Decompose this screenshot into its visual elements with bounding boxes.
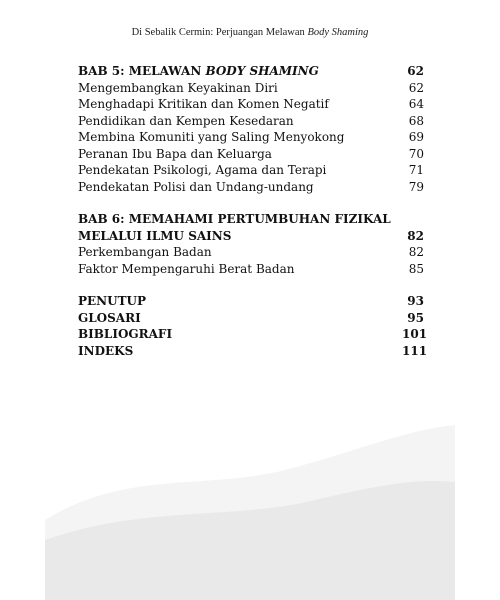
toc-entry-label: Peranan Ibu Bapa dan Keluarga xyxy=(78,146,272,161)
chapter-6-title-line-1: BAB 6: MEMAHAMI PERTUMBUHAN FIZIKAL xyxy=(78,212,391,226)
toc-entry[interactable] xyxy=(78,261,424,278)
back-matter-label: GLOSARI xyxy=(78,310,141,325)
toc-entry-page: 68 xyxy=(408,113,424,128)
toc-entry[interactable] xyxy=(78,244,424,261)
chapter-5-page: 62 xyxy=(407,64,424,78)
toc-entry[interactable] xyxy=(78,129,424,146)
toc-entry-page: 82 xyxy=(408,245,424,259)
chapter-6-title-line-2-row xyxy=(78,228,424,245)
back-matter-page: 93 xyxy=(407,294,424,308)
toc-entry-page: 62 xyxy=(408,80,424,95)
back-matter-label: INDEKS xyxy=(78,343,134,358)
chapter-6-title-line-2: MELALUI ILMU SAINS xyxy=(78,228,232,243)
back-matter-entry-indeks[interactable] xyxy=(78,343,428,360)
toc-entry-label: Mengembangkan Keyakinan Diri xyxy=(78,80,278,95)
toc-entry-page: 79 xyxy=(408,179,424,194)
section-spacer xyxy=(78,277,424,293)
back-matter-entry-penutup[interactable] xyxy=(78,293,424,310)
chapter-5-title: BAB 5: MELAWAN BODY SHAMING xyxy=(78,64,319,78)
toc-entry-label: Menghadapi Kritikan dan Komen Negatif xyxy=(78,97,329,111)
toc-entry-page: 85 xyxy=(408,261,424,276)
back-matter-page: 101 xyxy=(402,327,428,341)
toc-entry-label: Membina Komuniti yang Saling Menyokong xyxy=(78,130,345,144)
section-spacer xyxy=(78,195,424,211)
back-matter-label: PENUTUP xyxy=(78,294,147,308)
toc-entry-label: Pendidikan dan Kempen Kesedaran xyxy=(78,113,294,128)
toc-entry-page: 64 xyxy=(408,97,424,111)
toc-entry-page: 69 xyxy=(408,130,424,144)
toc-entry[interactable] xyxy=(78,96,424,113)
toc-entry[interactable] xyxy=(78,162,424,179)
back-matter-entry-glosari[interactable] xyxy=(78,310,424,327)
back-matter-label: BIBLIOGRAFI xyxy=(78,327,173,341)
chapter-6-heading[interactable] xyxy=(78,211,424,244)
toc-entry-label: Faktor Mempengaruhi Berat Badan xyxy=(78,261,295,276)
toc-entry[interactable] xyxy=(78,179,424,196)
toc-entry-label: Pendekatan Psikologi, Agama dan Terapi xyxy=(78,163,327,177)
back-matter-page: 95 xyxy=(407,310,424,325)
back-matter-entry-bibliografi[interactable] xyxy=(78,326,428,343)
chapter-5-heading[interactable] xyxy=(78,63,424,80)
toc-entry-page: 70 xyxy=(408,146,424,161)
toc-entry-label: Perkembangan Badan xyxy=(78,245,212,259)
table-of-contents xyxy=(78,63,428,359)
toc-entry[interactable] xyxy=(78,146,424,163)
toc-entry[interactable] xyxy=(78,80,424,97)
toc-entry[interactable] xyxy=(78,113,424,130)
running-head: Di Sebalik Cermin: Perjuangan Melawan Body Shaming xyxy=(131,27,369,38)
toc-entry-label: Pendekatan Polisi dan Undang-undang xyxy=(78,179,314,194)
chapter-6-page: 82 xyxy=(407,228,424,243)
book-page xyxy=(45,0,455,600)
back-matter-page: 111 xyxy=(402,343,428,358)
toc-entry-page: 71 xyxy=(408,163,424,177)
